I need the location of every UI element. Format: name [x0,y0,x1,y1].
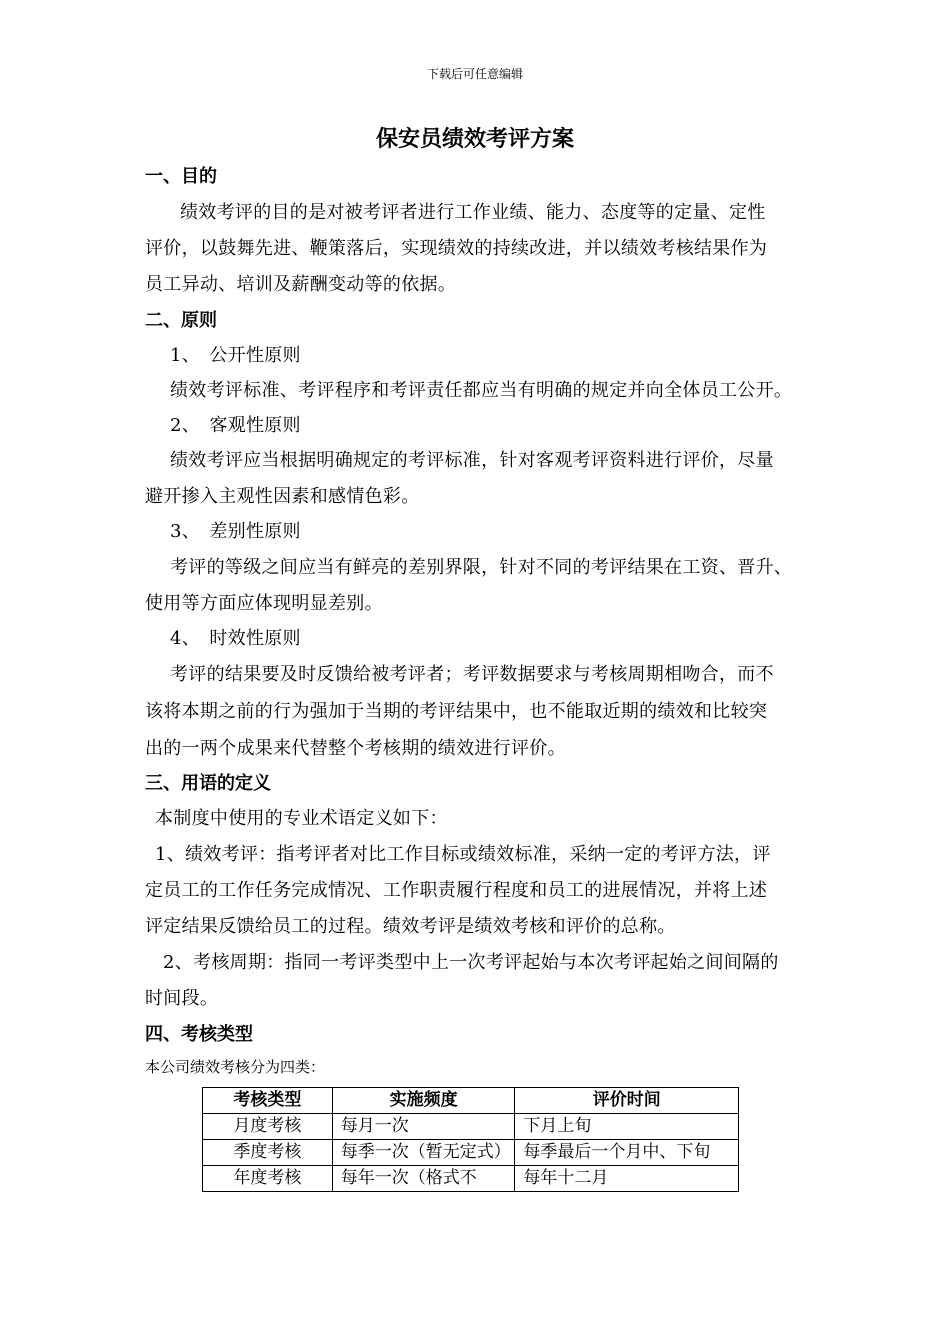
table-cell: 每年一次（格式不 [332,1166,515,1192]
table-cell: 季度考核 [203,1140,333,1166]
table-header-cell: 实施频度 [332,1088,515,1114]
table-row [203,1166,739,1192]
principle-title: 4、 时效性原则 [170,628,301,649]
paragraph-line: 评价，以鼓舞先进、鞭策落后，实现绩效的持续改进，并以绩效考核结果作为 [145,238,768,259]
paragraph-line: 本公司绩效考核分为四类： [145,1058,326,1076]
document-title: 保安员绩效考评方案 [375,127,574,152]
paragraph-line: 1、绩效考评：指考评者对比工作目标或绩效标准，采纳一定的考评方法，评 [155,844,771,865]
paragraph-line: 绩效考评应当根据明确规定的考评标准，针对客观考评资料进行评价，尽量 [170,450,774,471]
paragraph-line: 员工异动、培训及薪酬变动等的依据。 [145,274,457,295]
principle-title: 3、 差别性原则 [170,521,301,542]
assessment-type-table [202,1087,739,1192]
paragraph-line: 2、考核周期：指同一考评类型中上一次考评起始与本次考评起始之间间隔的 [163,952,779,973]
paragraph-line: 避开掺入主观性因素和感情色彩。 [145,486,420,507]
table-header-cell: 评价时间 [515,1088,739,1114]
paragraph-line: 考评的等级之间应当有鲜亮的差别界限，针对不同的考评结果在工资、晋升、 [170,557,793,578]
paragraph-line: 该将本期之前的行为强加于当期的考评结果中，也不能取近期的绩效和比较突 [145,701,768,722]
paragraph-line: 评定结果反馈给员工的过程。绩效考评是绩效考核和评价的总称。 [145,916,676,937]
table-cell: 每年十二月 [515,1166,739,1192]
paragraph-line: 考评的结果要及时反馈给被考评者；考评数据要求与考核周期相吻合，而不 [170,664,774,685]
paragraph-line: 使用等方面应体现明显差别。 [145,593,383,614]
paragraph-line: 绩效考评标准、考评程序和考评责任都应当有明确的规定并向全体员工公开。 [170,380,793,401]
table-cell: 月度考核 [203,1114,333,1140]
section-heading-purpose: 一、目的 [145,166,217,187]
table-row [203,1140,739,1166]
table-cell: 每季一次（暂无定式） [332,1140,515,1166]
paragraph-line: 绩效考评的目的是对被考评者进行工作业绩、能力、态度等的定量、定性 [180,202,766,223]
table-cell: 每月一次 [332,1114,515,1140]
paragraph-line: 出的一两个成果来代替整个考核期的绩效进行评价。 [145,738,566,759]
paragraph-line: 定员工的工作任务完成情况、工作职责履行程度和员工的进展情况，并将上述 [145,880,768,901]
table-row [203,1114,739,1140]
paragraph-line: 本制度中使用的专业术语定义如下： [155,808,448,829]
principle-title: 2、 客观性原则 [170,415,301,436]
table-cell: 每季最后一个月中、下旬 [515,1140,739,1166]
table-header-row [203,1088,739,1114]
principle-title: 1、 公开性原则 [170,345,301,366]
section-heading-definitions: 三、用语的定义 [145,773,271,794]
section-heading-principles: 二、原则 [145,310,217,331]
paragraph-line: 时间段。 [145,988,219,1009]
section-heading-assessment-types: 四、考核类型 [145,1024,253,1045]
table-cell: 下月上旬 [515,1114,739,1140]
page-header: 下载后可任意编辑 [426,67,523,81]
table-cell: 年度考核 [203,1166,333,1192]
table-header-cell: 考核类型 [203,1088,333,1114]
